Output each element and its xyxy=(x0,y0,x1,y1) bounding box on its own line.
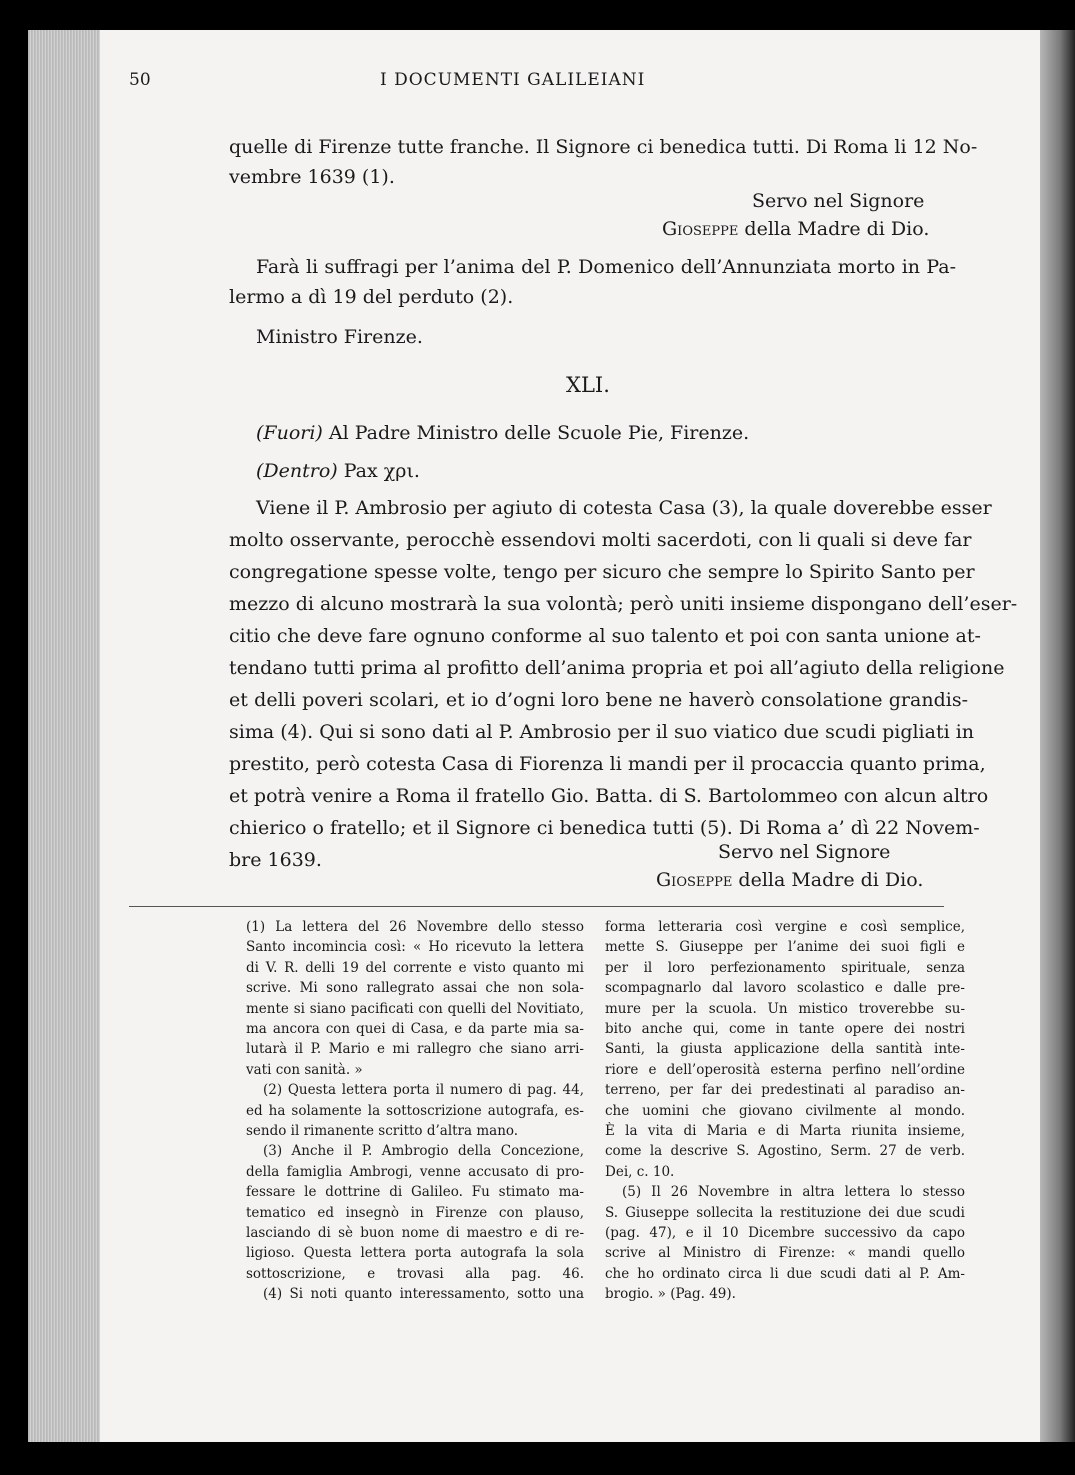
footnote-line: ed ha solamente la sottoscrizione autografa, es- xyxy=(246,1102,584,1119)
signature-name: Gioseppe xyxy=(656,869,733,891)
body-line: bre 1639. xyxy=(229,849,322,871)
footnote-line: come la descrive S. Agostino, Serm. 27 de verb. xyxy=(605,1143,965,1160)
footnote-line: È la vita di Maria e di Marta riunita insieme, xyxy=(605,1123,965,1139)
footnote-line: di V. R. delli 19 del corrente e visto quanto mi xyxy=(246,959,584,976)
footnote-line: (pag. 47), e il 10 Dicembre successivo da capo xyxy=(605,1225,965,1241)
dentro-text: Pax χρι. xyxy=(343,460,420,482)
signature xyxy=(662,218,929,240)
body-line: congregatione spesse volte, tengo per sicuro che sempre lo Spirito Santo per xyxy=(229,561,975,583)
inner-salutation xyxy=(256,460,420,482)
footnote-line: ligioso. Questa lettera porta autografa la sola xyxy=(246,1245,584,1262)
letter-number: XLI. xyxy=(566,373,610,397)
footnote-line: (2) Questa lettera porta il numero di pag. 44, xyxy=(263,1082,584,1099)
signature xyxy=(656,869,923,891)
outer-address xyxy=(256,422,749,444)
footnote-line: della famiglia Ambrogi, venne accusato di pro- xyxy=(246,1163,584,1180)
footnote-line: vati con sanità. » xyxy=(246,1061,363,1078)
footnote-line: brogio. » (Pag. 49). xyxy=(605,1286,736,1303)
footnote-line: tematico ed insegnò in Firenze con plauso, xyxy=(246,1204,584,1221)
footnote-rule xyxy=(129,906,944,907)
footnote-line: (3) Anche il P. Ambrogio della Concezione, xyxy=(263,1143,584,1160)
addressee: Ministro Firenze. xyxy=(256,326,423,348)
body-line: molto osservante, perocchè essendovi molti sacerdoti, con li quali si deve far xyxy=(229,529,972,551)
postscript-line: Farà li suffragi per l’anima del P. Domenico dell’Annunziata morto in Pa- xyxy=(256,256,956,278)
footnote-line: Santi, la giusta applicazione della santità inte- xyxy=(605,1041,965,1058)
closing: Servo nel Signore xyxy=(718,841,891,863)
fuori-text: Al Padre Ministro delle Scuole Pie, Firenze. xyxy=(328,422,750,444)
footnote-line: forma letteraria così vergine e così semplice, xyxy=(605,919,965,935)
footnote-line: riore e dell’operosità esterna perfino nell’ordine xyxy=(605,1061,965,1078)
body-line: quelle di Firenze tutte franche. Il Signore ci benedica tutti. Di Roma li 12 No- xyxy=(229,136,978,158)
footnote-line: scompagnarlo dal lavoro scolastico e dalle pre- xyxy=(605,980,965,997)
footnote-line: Dei, c. 10. xyxy=(605,1163,675,1180)
footnote-line: (4) Si noti quanto interessamento, sotto una xyxy=(263,1286,584,1303)
footnote-line: ma ancora con quei di Casa, e da parte mia sa- xyxy=(246,1021,584,1037)
page-number: 50 xyxy=(129,70,151,90)
body-line: sima (4). Qui si sono dati al P. Ambrosio per il suo viatico due scudi pigliati in xyxy=(229,721,975,743)
body-line: citio che deve fare ognuno conforme al suo talento et poi con santa unione at- xyxy=(229,625,981,647)
footnote-line: mure per la scuola. Un mistico troverebbe su- xyxy=(605,1000,965,1017)
footnote-line: S. Giuseppe sollecita la restituzione dei due scudi xyxy=(605,1204,965,1221)
footnote-line: (5) Il 26 Novembre in altra lettera lo stesso xyxy=(622,1184,965,1201)
body-line: chierico o fratello; et il Signore ci benedica tutti (5). Di Roma a’ dì 22 Novem- xyxy=(229,817,980,839)
footnote-line: terreno, per far dei predestinati al paradiso an- xyxy=(605,1082,965,1099)
signature-rest: della Madre di Dio. xyxy=(738,869,924,891)
postscript-line: lermo a dì 19 del perduto (2). xyxy=(229,286,514,308)
footnote-line: fessare le dottrine di Galileo. Fu stimato ma- xyxy=(246,1184,584,1201)
body-line: et delli poveri scolari, et io d’ogni loro bene ne haverò consolatione grandis- xyxy=(229,689,968,711)
footnote-line: mette S. Giuseppe per l’anime dei suoi figli e xyxy=(605,939,965,956)
footnote-line: sottoscrizione, e trovasi alla pag. 46. xyxy=(246,1265,584,1282)
footnote-line: scrive al Ministro di Firenze: « mandi quello xyxy=(605,1245,965,1262)
footnote-line: Santo incomincia così: « Ho ricevuto la lettera xyxy=(246,939,584,956)
footnote-line: lasciando di sè buon nome di maestro e di re- xyxy=(246,1225,584,1241)
footnote-line: che uomini che giovano civilmente al mondo. xyxy=(605,1102,965,1119)
footnote-line: per il loro perfezionamento spirituale, senza xyxy=(605,959,965,976)
footnote-line: lutarà il P. Mario e mi rallegro che siano arri- xyxy=(246,1041,584,1058)
running-head: I DOCUMENTI GALILEIANI xyxy=(380,70,646,90)
footnote-line: bito anche qui, come in tante opere dei nostri xyxy=(605,1021,965,1037)
body-line: tendano tutti prima al profitto dell’anima propria et poi all’agiuto della religione xyxy=(229,657,1005,679)
footnote-line: sendo il rimanente scritto d’altra mano. xyxy=(246,1123,519,1139)
fuori-label: (Fuori) xyxy=(256,422,323,444)
footnote-line: mente si siano pacificati con quelli del Novitiato, xyxy=(246,1000,584,1017)
signature-name: Giosеppe xyxy=(662,218,739,240)
footnote-line: scrive. Mi sono rallegrato assai che non sola- xyxy=(246,980,584,997)
body-line: mezzo di alcuno mostrarà la sua volontà; però uniti insieme dispongano dell’eser- xyxy=(229,593,1018,615)
footnote-line: che ho ordinato circa li due scudi dati al P. Am- xyxy=(605,1265,965,1282)
body-line: et potrà venire a Roma il fratello Gio. Batta. di S. Bartolommeo con alcun altro xyxy=(229,785,989,807)
body-line: Viene il P. Ambrosio per agiuto di cotesta Casa (3), la quale doverebbe esser xyxy=(256,497,992,519)
page-stack-edge xyxy=(28,30,108,1442)
body-line: prestito, però cotesta Casa di Fiorenza li mandi per il procaccia quanto prima, xyxy=(229,753,986,775)
body-line: vembre 1639 (1). xyxy=(229,166,395,188)
right-page-edge xyxy=(1038,30,1075,1442)
closing: Servo nel Signore xyxy=(752,190,925,212)
signature-rest: della Madre di Dio. xyxy=(744,218,930,240)
dentro-label: (Dentro) xyxy=(256,460,338,482)
footnote-line: (1) La lettera del 26 Novembre dello stesso xyxy=(246,919,584,935)
